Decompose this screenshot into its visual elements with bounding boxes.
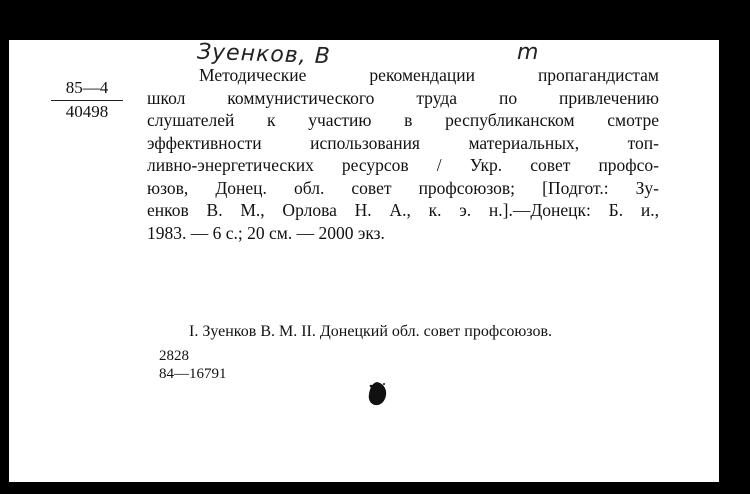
description-line: эффективности использования материальных, топ-	[147, 132, 659, 153]
description-line: школ коммунистического труда по привлечению	[147, 87, 659, 108]
ink-blot-mark	[365, 380, 389, 408]
tracing-line: I. Зуенков В. М. II. Донецкий обл. совет профсоюзов.	[189, 323, 553, 340]
description-line: слушателей к участию в республиканском смотре	[147, 110, 659, 130]
description-line: Методические рекомендации пропагандистам	[199, 65, 659, 85]
catalog-card	[9, 40, 719, 482]
order-number: 84—16791	[159, 366, 227, 382]
handwritten-author: Зуенков, В	[196, 40, 332, 70]
card-number: 2828	[159, 348, 189, 364]
handwritten-mark: m	[517, 40, 540, 65]
call-number	[51, 78, 123, 122]
call-number-bottom: 40498	[65, 102, 109, 121]
call-number-top: 85—4	[51, 78, 123, 101]
description-line: ливно-энергетических ресурсов / Укр. совет профсо-	[147, 155, 659, 175]
bibliographic-description	[147, 64, 659, 244]
description-line: юзов, Донец. обл. совет профсоюзов; [Подгот.: Зу-	[147, 177, 659, 198]
description-line: 1983. — 6 с.; 20 см. — 2000 экз.	[147, 222, 385, 243]
description-line: енков В. М., Орлова Н. А., к. э. н.].—Донецк: Б. и.,	[147, 200, 659, 220]
